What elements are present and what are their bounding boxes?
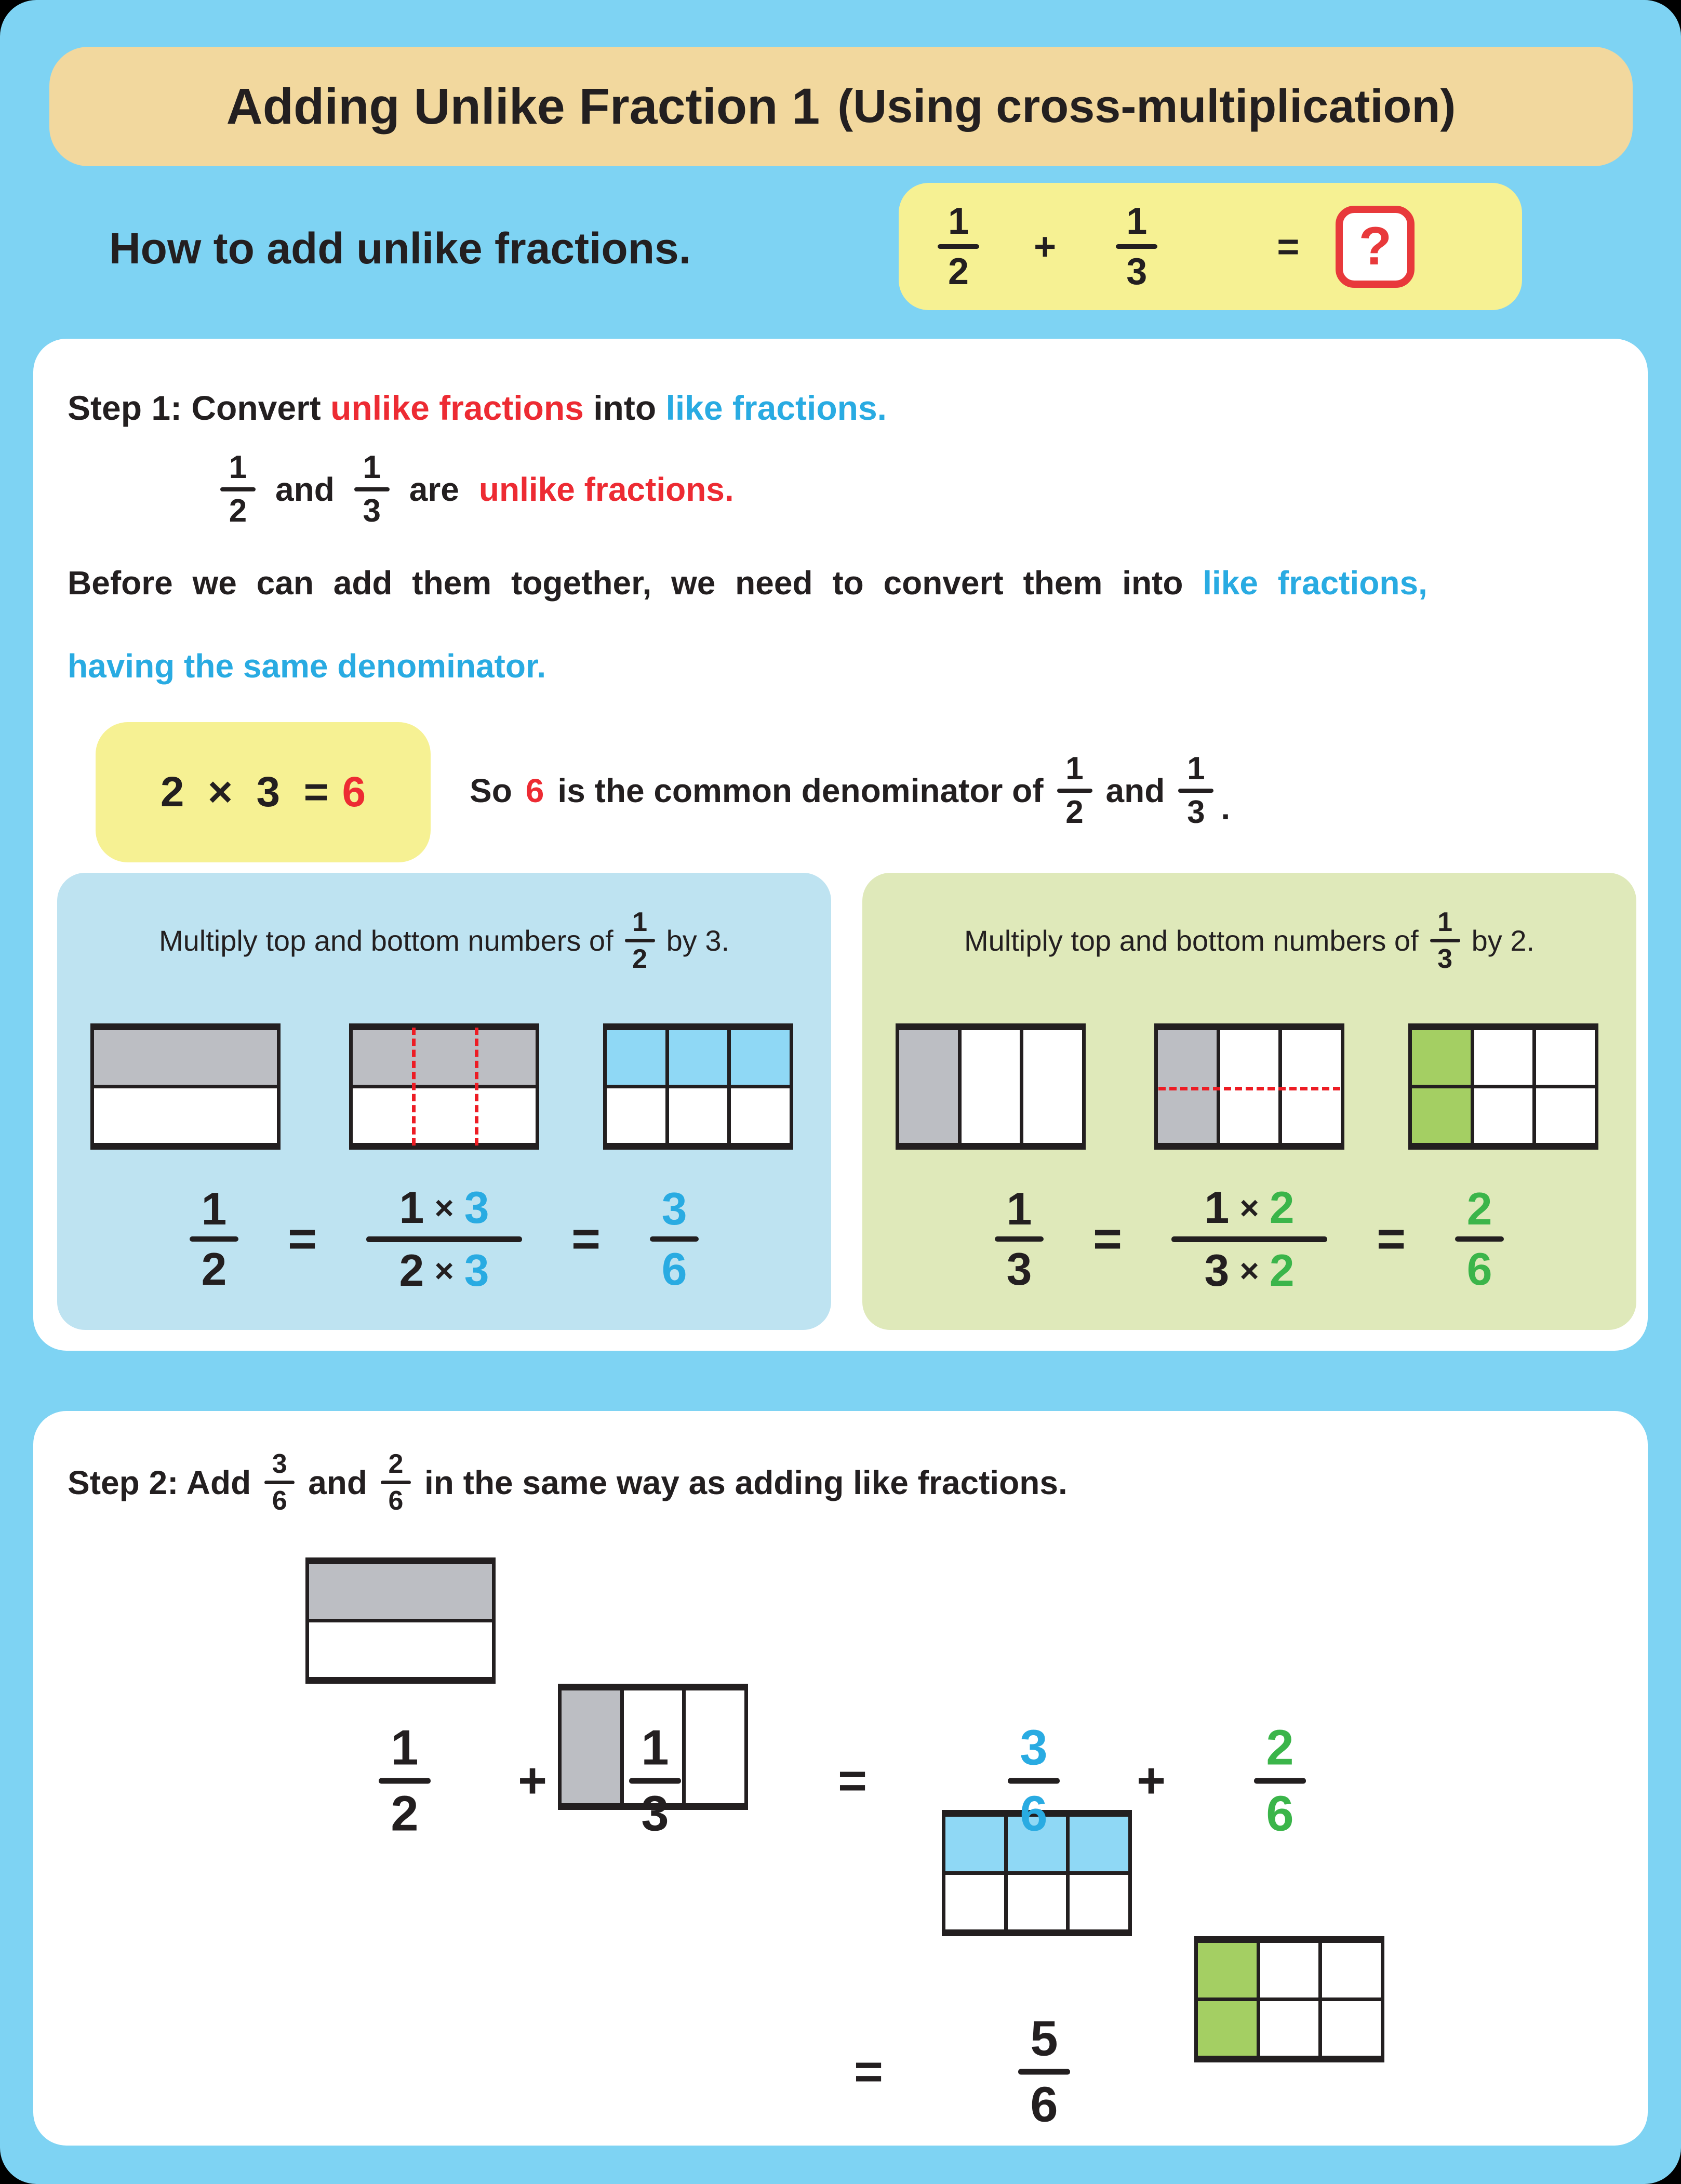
- fraction-bar: [1254, 1778, 1306, 1783]
- fraction-denominator: 6: [1466, 1243, 1492, 1295]
- fraction-bar: [354, 487, 390, 491]
- fraction-denominator: 6: [1020, 1786, 1048, 1841]
- denominator-expression: [399, 1245, 489, 1296]
- period-text: .: [1221, 789, 1231, 827]
- fraction-cell-gray: [353, 1030, 536, 1085]
- third-with-halves-dashed-diagram: [1154, 1023, 1344, 1150]
- fraction-cell-gray: [309, 1564, 492, 1619]
- fraction-denominator: 2: [632, 943, 648, 974]
- fraction-cell-green: [1412, 1088, 1471, 1143]
- fraction-bar: [1178, 789, 1213, 793]
- equals-sign: =: [571, 1211, 601, 1267]
- step1-heading-mid: into: [583, 389, 666, 427]
- fraction-one-half: [379, 1720, 431, 1841]
- fraction-bar: [650, 1236, 699, 1242]
- fraction-numerator: 2: [1266, 1720, 1294, 1775]
- step1-heading: [68, 388, 887, 428]
- numerator-expression: [1204, 1182, 1295, 1233]
- step2-heading-post: in the same way as adding like fractions.: [424, 1463, 1068, 1501]
- fraction-one-half: [625, 909, 655, 973]
- fraction-three-sixths: [650, 1183, 699, 1295]
- times-sign: ×: [434, 1251, 454, 1289]
- fraction-denominator: 3: [1187, 794, 1205, 830]
- paragraph-blue-text: like fractions,: [1203, 564, 1427, 602]
- green-panel-caption: [862, 901, 1636, 979]
- numerator-a: 1: [399, 1182, 424, 1233]
- step2-result-row: [33, 2010, 1648, 2132]
- step1-heading-unlike: unlike fractions: [330, 389, 584, 427]
- fraction-one-third: [1116, 203, 1157, 290]
- step1-sentence: [220, 437, 734, 541]
- fraction-bar: [366, 1236, 522, 1242]
- so-text: So: [470, 772, 512, 809]
- fraction-denominator: 6: [661, 1243, 687, 1295]
- numerator-a: 1: [1204, 1182, 1230, 1233]
- cross-multiplication-fraction: [366, 1182, 522, 1296]
- fraction-one-third: [1430, 909, 1460, 973]
- blue-panel-caption: [57, 901, 831, 979]
- fraction-one-half: [1057, 753, 1092, 829]
- fraction-cell-gray: [899, 1030, 958, 1143]
- step2-heading: [68, 1432, 1068, 1533]
- third-shaded-diagram: [896, 1023, 1086, 1150]
- fraction-denominator: 2: [1065, 794, 1084, 830]
- step1-paragraph-line1: [68, 564, 1427, 602]
- denominator-a: 3: [1204, 1245, 1230, 1296]
- six-red-text: 6: [525, 772, 544, 809]
- fraction-two-sixths: [1455, 1183, 1504, 1295]
- step1-paragraph-line2: having the same denominator.: [68, 647, 546, 685]
- caption-post: by 2.: [1471, 924, 1535, 957]
- fraction-cell-white: [1023, 1030, 1082, 1143]
- fraction-denominator: 6: [388, 1486, 404, 1516]
- are-text: are: [409, 471, 459, 508]
- equals-sign: =: [837, 1752, 868, 1808]
- plus-sign: +: [1034, 225, 1057, 268]
- fraction-bar: [379, 1778, 431, 1783]
- fraction-numerator: 1: [1126, 201, 1148, 242]
- step2-section: [33, 1411, 1648, 2146]
- fraction-one-third: [995, 1183, 1044, 1295]
- fraction-numerator: 1: [391, 1720, 419, 1775]
- fraction-numerator: 1: [948, 201, 969, 242]
- fraction-cell-white: [669, 1088, 728, 1143]
- fraction-cell-white: [731, 1088, 790, 1143]
- step2-equation-row: [33, 1720, 1648, 1841]
- multiplication-expression: 2 × 3 =: [160, 768, 329, 816]
- paragraph-black-text: Before we can add them together, we need to convert them into: [68, 564, 1203, 602]
- fraction-cell-white: [1322, 1943, 1381, 1997]
- half-shaded-diagram: [305, 1557, 496, 1684]
- fraction-cell-blue: [731, 1030, 790, 1085]
- fraction-bar: [190, 1236, 238, 1242]
- fraction-cell-blue: [607, 1030, 665, 1085]
- fraction-cell-white: [1220, 1030, 1279, 1143]
- times-sign: ×: [1239, 1189, 1259, 1227]
- fraction-bar: [220, 487, 256, 491]
- fraction-numerator: 1: [229, 449, 247, 485]
- fraction-cell-white: [1070, 1875, 1128, 1929]
- fraction-numerator: 1: [1006, 1183, 1032, 1234]
- fraction-cell-white: [1474, 1088, 1533, 1143]
- fraction-numerator: 5: [1030, 2010, 1058, 2066]
- times-sign: ×: [1239, 1251, 1259, 1289]
- denominator-multiplier: 2: [1269, 1245, 1295, 1296]
- fraction-bar: [381, 1481, 411, 1484]
- half-with-thirds-dashed-diagram: [349, 1023, 539, 1150]
- fraction-bar: [1116, 244, 1157, 249]
- common-denominator-sentence: [470, 723, 1230, 858]
- fraction-numerator: 1: [201, 1183, 227, 1234]
- fraction-numerator: 3: [661, 1183, 687, 1234]
- numerator-expression: [399, 1182, 489, 1233]
- fraction-denominator: 3: [1126, 251, 1148, 292]
- common-denominator-text: is the common denominator of: [557, 772, 1044, 809]
- step2-heading-mid: and: [308, 1463, 367, 1501]
- convert-third-panel: [862, 873, 1636, 1330]
- plus-sign: +: [517, 1752, 548, 1808]
- fraction-denominator: 6: [272, 1486, 287, 1516]
- fraction-cell-white: [1008, 1875, 1066, 1929]
- multiplication-highlight-box: [96, 722, 431, 862]
- fraction-numerator: 2: [388, 1449, 404, 1479]
- multiplication-result: 6: [342, 768, 366, 816]
- fraction-cell-white: [1474, 1030, 1533, 1085]
- denominator-multiplier: 3: [464, 1245, 489, 1296]
- step2-heading-pre: Step 2: Add: [68, 1463, 251, 1501]
- fraction-denominator: 2: [229, 493, 247, 529]
- step1-section: [33, 339, 1648, 1351]
- numerator-multiplier: 2: [1269, 1182, 1295, 1233]
- fraction-cell-white: [962, 1030, 1020, 1143]
- denominator-expression: [1204, 1245, 1295, 1296]
- fraction-cell-white: [353, 1088, 536, 1143]
- fraction-denominator: 2: [948, 251, 969, 292]
- fraction-cell-white: [1282, 1030, 1341, 1143]
- fraction-bar: [1430, 939, 1460, 942]
- fraction-denominator: 2: [391, 1786, 419, 1841]
- fraction-denominator: 3: [363, 493, 381, 529]
- page-title: Adding Unlike Fraction 1: [226, 78, 820, 135]
- fraction-numerator: 3: [272, 1449, 287, 1479]
- fraction-numerator: 2: [1466, 1183, 1492, 1234]
- fraction-one-third: [629, 1720, 681, 1841]
- fraction-denominator: 2: [201, 1243, 227, 1295]
- blue-panel-equation: [57, 1171, 831, 1307]
- intro-equation-box: [899, 183, 1522, 310]
- half-shaded-diagram: [90, 1023, 281, 1150]
- step1-heading-pre: Step 1: Convert: [68, 389, 331, 427]
- fraction-one-half: [190, 1183, 238, 1295]
- equals-sign: =: [1092, 1211, 1122, 1267]
- and-text: and: [1105, 772, 1165, 809]
- fraction-numerator: 1: [1187, 751, 1205, 787]
- fraction-bar: [1057, 789, 1092, 793]
- fraction-bar: [629, 1778, 681, 1783]
- fraction-denominator: 3: [1006, 1243, 1032, 1295]
- fraction-one-half: [938, 203, 979, 290]
- fraction-three-sixths: [264, 1450, 295, 1514]
- fraction-cell-blue: [669, 1030, 728, 1085]
- two-sixths-diagram: [1408, 1023, 1598, 1150]
- fraction-three-sixths: [1008, 1720, 1060, 1841]
- three-sixths-diagram: [603, 1023, 793, 1150]
- intro-heading: How to add unlike fractions.: [109, 224, 691, 273]
- green-panel-equation: [862, 1171, 1636, 1307]
- convert-half-panel: [57, 873, 831, 1330]
- fraction-denominator: 6: [1266, 1786, 1294, 1841]
- fraction-one-third: [1178, 753, 1213, 829]
- fraction-numerator: 1: [632, 907, 648, 937]
- caption-pre: Multiply top and bottom numbers of: [158, 924, 613, 957]
- plus-sign: +: [1136, 1752, 1166, 1808]
- fraction-denominator: 3: [641, 1786, 669, 1841]
- cross-multiplication-fraction: [1171, 1182, 1327, 1296]
- denominator-a: 2: [399, 1245, 424, 1296]
- equals-sign: =: [287, 1211, 317, 1267]
- fraction-cell-white: [1536, 1088, 1595, 1143]
- fraction-bar: [1018, 2069, 1070, 2074]
- fraction-cell-gray: [94, 1030, 277, 1085]
- fraction-bar: [1008, 1778, 1060, 1783]
- fraction-one-third: [354, 451, 390, 527]
- unlike-fractions-text: unlike fractions.: [478, 471, 734, 508]
- numerator-multiplier: 3: [464, 1182, 489, 1233]
- fraction-cell-white: [1260, 1943, 1319, 1997]
- fraction-cell-white: [94, 1088, 277, 1143]
- fraction-bar: [995, 1236, 1044, 1242]
- fraction-cell-white: [945, 1875, 1004, 1929]
- fraction-five-sixths: [1018, 2010, 1070, 2132]
- title-banner: [49, 47, 1633, 166]
- fraction-two-sixths: [1254, 1720, 1306, 1841]
- caption-pre: Multiply top and bottom numbers of: [964, 924, 1419, 957]
- fraction-bar: [264, 1481, 295, 1484]
- fraction-bar: [625, 939, 655, 942]
- fraction-numerator: 1: [1065, 751, 1084, 787]
- fraction-cell-gray: [1158, 1030, 1217, 1143]
- fraction-numerator: 3: [1020, 1720, 1048, 1775]
- fraction-denominator: 3: [1437, 943, 1453, 974]
- fraction-numerator: 1: [1437, 907, 1453, 937]
- page-subtitle: (Using cross-multiplication): [837, 80, 1456, 132]
- fraction-bar: [1171, 1236, 1327, 1242]
- fraction-bar: [938, 244, 979, 249]
- fraction-denominator: 6: [1030, 2076, 1058, 2132]
- fraction-cell-green: [1412, 1030, 1471, 1085]
- fraction-two-sixths: [381, 1450, 411, 1514]
- fraction-cell-white: [607, 1088, 665, 1143]
- equals-sign: =: [853, 2043, 884, 2099]
- fraction-numerator: 1: [363, 449, 381, 485]
- fraction-one-half: [220, 451, 256, 527]
- step1-heading-like: like fractions.: [665, 389, 887, 427]
- equals-sign: =: [1377, 1211, 1406, 1267]
- fraction-cell-white: [309, 1622, 492, 1677]
- caption-post: by 3.: [666, 924, 730, 957]
- question-mark-box: [1336, 206, 1415, 288]
- fraction-cell-green: [1198, 1943, 1257, 1997]
- and-text: and: [275, 471, 335, 508]
- fraction-bar: [1455, 1236, 1504, 1242]
- fraction-cell-white: [1536, 1030, 1595, 1085]
- fraction-numerator: 1: [641, 1720, 669, 1775]
- question-mark: ?: [1358, 216, 1392, 276]
- equals-sign: =: [1277, 225, 1300, 268]
- times-sign: ×: [434, 1189, 454, 1227]
